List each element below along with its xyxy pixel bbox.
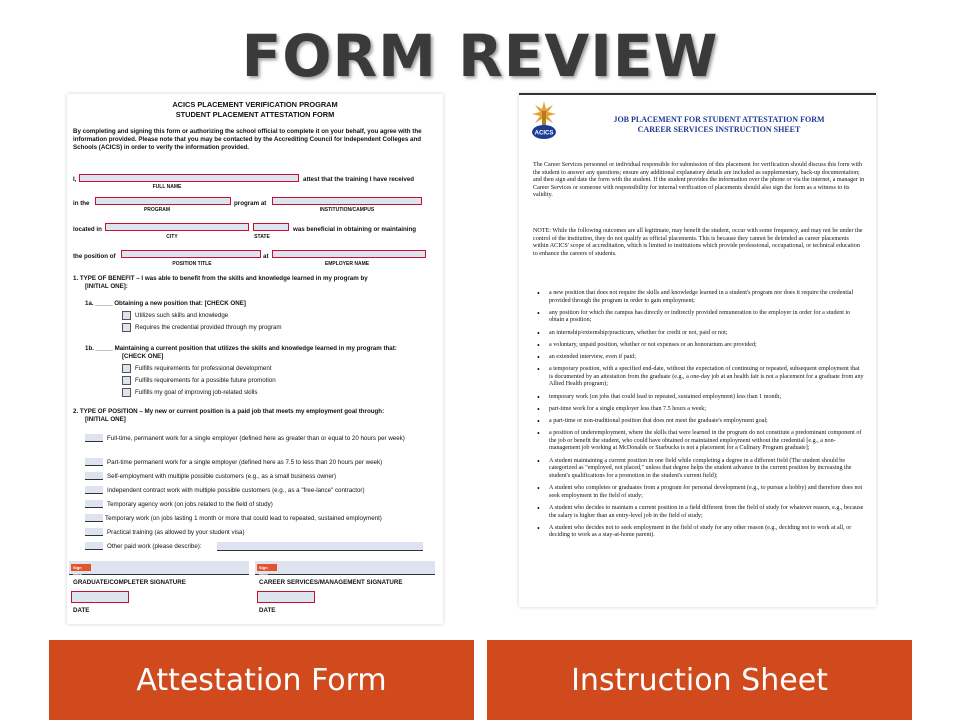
institution-field[interactable]	[272, 197, 422, 205]
list-item: • A student who completes or graduates from a program for personal development (e.g., to pursue a hobby) and therefore does not seek employment in the field of study;	[535, 485, 865, 500]
instruction-sheet-image	[519, 93, 876, 607]
graduate-date-field[interactable]	[71, 591, 129, 603]
s2-option-2: Part-time permanent work for a single employer (defined here as 7.5 to less than 20 hours per week)	[107, 459, 383, 466]
list-item: • any position for which the campus has directly or indirectly provided remuneration to the employer in order for a student to obtain a position;	[535, 310, 865, 325]
section1b-text: 1b. _____ Maintaining a current position that utilizes the skills and knowledge learned in my program that:	[85, 345, 397, 352]
employer-name-field[interactable]	[272, 250, 426, 258]
section1-title: 1. TYPE OF BENEFIT – I was able to benefit from the skills and knowledge learned in my program by	[73, 275, 368, 282]
line4-mid: at	[263, 253, 269, 260]
full-name-label: FULL NAME	[152, 184, 182, 190]
institution-label: INSTITUTION/CAMPUS	[319, 207, 375, 213]
graduate-signature-field[interactable]	[69, 561, 249, 575]
program-field[interactable]	[95, 197, 231, 205]
form-heading-1: ACICS PLACEMENT VERIFICATION PROGRAM	[172, 100, 338, 109]
instr-heading-2: CAREER SERVICES INSTRUCTION SHEET	[637, 125, 801, 134]
s2-option-5: Temporary agency work (on jobs related to the field of study)	[107, 501, 273, 508]
s1a-checkbox-1[interactable]	[122, 311, 131, 320]
non-placement-list	[535, 290, 865, 545]
line1-prefix: I,	[73, 176, 77, 183]
s2-blank-3[interactable]	[85, 472, 103, 480]
form-heading-2: STUDENT PLACEMENT ATTESTATION FORM	[175, 110, 335, 119]
acics-logo-icon	[529, 99, 559, 141]
graduate-date-label: DATE	[73, 607, 90, 614]
line1-suffix: attest that the training I have received	[303, 176, 415, 183]
s1b-option-3: Fulfills my goal of improving job-related skills	[135, 389, 258, 396]
list-item: • A student who decides not to seek employment in the field of study for any other reason (e.g., deciding not to work at all, or deciding to work as a stay-at-home parent).	[535, 525, 865, 540]
s2-option-1: Full-time, permanent work for a single employer (defined here as greater than or equal to 20 hours per week)	[107, 435, 405, 442]
s1b-checkbox-2[interactable]	[122, 376, 131, 385]
list-item: • temporary work (on jobs that could lead to repeated, sustained employment) less than 1 month;	[535, 394, 865, 402]
management-signature-label: CAREER SERVICES/MANAGEMENT SIGNATURE	[259, 579, 403, 586]
s1b-option-2: Fulfills requirements for a possible future promotion	[135, 377, 276, 384]
s1b-checkbox-3[interactable]	[122, 388, 131, 397]
full-name-field[interactable]	[79, 174, 299, 182]
line2-mid: program at	[234, 200, 267, 207]
s2-option-4: Independent contract work with multiple possible customers (e.g., as a "free-lance" contractor)	[107, 487, 365, 494]
s1b-checkbox-1[interactable]	[122, 364, 131, 373]
sign-here-flag: Sign Here	[257, 564, 277, 571]
line4-prefix: the position of	[73, 253, 116, 260]
s2-option-6: Temporary work (on jobs lasting 1 month or more that could lead to repeated, sustained employment)	[105, 515, 382, 522]
s2-blank-7[interactable]	[85, 528, 103, 536]
list-item: • a part-time or non-traditional position that does not meet the graduate's employment goal;	[535, 418, 865, 426]
state-field[interactable]	[253, 223, 289, 231]
s2-option-7: Practical training (as allowed by your student visa)	[107, 529, 245, 536]
graduate-signature-label: GRADUATE/COMPLETER SIGNATURE	[73, 579, 186, 586]
list-item: • part-time work for a single employer less than 7.5 hours a week;	[535, 406, 865, 414]
section1b-check: [CHECK ONE]	[122, 353, 164, 360]
program-label: PROGRAM	[143, 207, 171, 213]
position-title-field[interactable]	[121, 250, 261, 258]
attestation-form-image	[67, 94, 443, 624]
employer-name-label: EMPLOYER NAME	[324, 261, 370, 267]
line3-prefix: located in	[73, 226, 102, 233]
instr-heading-1: JOB PLACEMENT FOR STUDENT ATTESTATION FORM	[613, 115, 825, 124]
list-item: • A student maintaining a current position in one field while completing a degree in a different field (The student should be categorized as "employed, not placed," unless that degree helps the student advance in the current position by increasing the student's qualifications for a promotion in the student's current field);	[535, 458, 865, 481]
s2-blank-1[interactable]	[85, 434, 103, 442]
list-item: • a new position that does not require the skills and knowledge learned in a student's program nor does it require the credential provided through the program in order to gain employment;	[535, 290, 865, 305]
s2-blank-2[interactable]	[85, 458, 103, 466]
instr-paragraph-2: NOTE: While the following outcomes are all legitimate, may benefit the student, occur with some frequency, and may not be under the control of the institution, they do not qualify as official placements. This is because they cannot be defended as career placements within ACICS' scope of accreditation, which is limited to institutions which provide professional, occupational, or technical education to enhance the careers of students.	[533, 228, 863, 257]
position-title-label: POSITION TITLE	[172, 261, 212, 267]
management-date-field[interactable]	[257, 591, 315, 603]
acics-logo-text: ACICS	[534, 130, 554, 137]
instr-paragraph-1: The Career Services personnel or individual responsible for submission of this placement for verification should discuss this form with the student to answer any questions; ensure any additional explanatory details are included as supplementary, back-up documentation; and then sign and date the form with the student. If the student provides the information over the phone or via the internet, a manager in Career Services or someone with responsibility for internal verification of placements should also sign the form as a witness to its validity.	[533, 162, 865, 199]
list-item: • A student who decides to maintain a current position in a field different from the field of study for whatever reason, e.g., because the salary is higher than an entry-level job in the field of study;	[535, 505, 865, 520]
city-label: CITY	[166, 234, 178, 240]
section2-title: 2. TYPE OF POSITION – My new or current position is a paid job that meets my employment goal through:	[73, 408, 385, 415]
form-intro: By completing and signing this form or authorizing the school official to complete it on your behalf, you agree with the information provided. Please note that you may be contacted by the Accrediting Council for Independent Colleges and Schools (ACICS) in order to verify the information provided.	[73, 128, 422, 151]
attestation-form-button[interactable]: Attestation Form	[49, 640, 474, 720]
instruction-sheet-button[interactable]: Instruction Sheet	[487, 640, 912, 720]
list-item: • a voluntary, unpaid position, whether or not expenses or an honorarium are provided;	[535, 342, 865, 350]
list-item: • an extended interview, even if paid;	[535, 354, 865, 362]
list-item: • a position of underemployment, where the skills that were learned in the program do not constitute a predominant component of the job or benefit the student, who could have obtained or maintained employment without the credential [e.g., a non-management job working at McDonalds or Starbucks is not a placement for a Culinary Program graduate];	[535, 430, 865, 453]
s2-option-3: Self-employment with multiple possible customers (e.g., as a small business owner)	[107, 473, 337, 480]
s1a-checkbox-2[interactable]	[122, 323, 131, 332]
s1a-option-1: Utilizes such skills and knowledge	[135, 312, 229, 319]
state-label: STATE	[254, 234, 270, 240]
line3-suffix: was beneficial in obtaining or maintaining	[293, 226, 417, 233]
s2-blank-8[interactable]	[85, 542, 103, 550]
management-signature-field[interactable]	[255, 561, 435, 575]
sign-here-flag: Sign Here	[71, 564, 91, 571]
s1b-option-1: Fulfills requirements for professional development	[135, 365, 272, 372]
list-item: • an internship/externship/practicum, whether for credit or not, paid or not;	[535, 330, 865, 338]
other-work-field[interactable]	[217, 542, 423, 551]
s2-blank-6[interactable]	[85, 514, 103, 522]
line2-prefix: in the	[73, 200, 90, 207]
management-date-label: DATE	[259, 607, 276, 614]
city-field[interactable]	[105, 223, 249, 231]
slide-title: FORM REVIEW	[241, 22, 719, 90]
s2-option-8: Other paid work (please describe):	[107, 543, 202, 550]
s2-blank-4[interactable]	[85, 486, 103, 494]
list-item: • a temporary position, with a specified end-date, without the expectation of continuing or repeated, subsequent employment that is documented by an attestation from the graduate (e.g., a one-day job at an health fair is not a placement for a graduate from any Allied Health program);	[535, 366, 865, 389]
s2-blank-5[interactable]	[85, 500, 103, 508]
section1a-text: 1a. _____ Obtaining a new position that: [CHECK ONE]	[85, 300, 246, 307]
s1a-option-2: Requires the credential provided through my program	[135, 324, 282, 331]
section1-initial: [INITIAL ONE]:	[85, 283, 128, 290]
section2-initial: [INITIAL ONE]	[85, 416, 126, 423]
